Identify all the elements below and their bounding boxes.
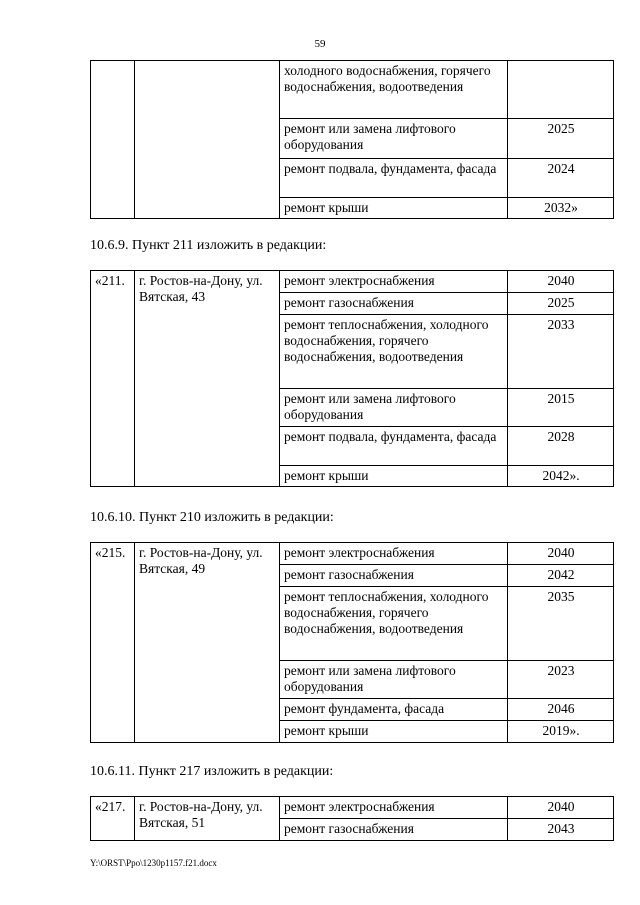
table-row (91, 797, 614, 819)
work-cell: ремонт газоснабжения (280, 565, 508, 587)
year-cell: 2046 (508, 699, 614, 721)
work-cell: ремонт электроснабжения (280, 271, 508, 293)
year-cell: 2023 (508, 661, 614, 699)
work-cell: ремонт теплоснабжения, холодного водоснабжения, горячего водоснабжения, водоотведения (280, 587, 508, 661)
year-cell: 2043 (508, 819, 614, 841)
number-cell: «215. (91, 543, 135, 743)
work-cell: ремонт теплоснабжения, холодного водоснабжения, горячего водоснабжения, водоотведения (280, 315, 508, 389)
table-row (91, 271, 614, 293)
work-cell: холодного водоснабжения, горячего водоснабжения, водоотведения (280, 61, 508, 119)
file-path-footer: Y:\ORST\Ppo\1230p1157.f21.docx (90, 858, 217, 868)
work-cell: ремонт крыши (280, 198, 508, 219)
work-cell: ремонт электроснабжения (280, 797, 508, 819)
year-cell: 2042 (508, 565, 614, 587)
work-cell: ремонт крыши (280, 466, 508, 487)
year-cell: 2015 (508, 389, 614, 427)
year-cell: 2040 (508, 797, 614, 819)
work-cell: ремонт электроснабжения (280, 543, 508, 565)
amendment-paragraph: 10.6.9. Пункт 211 изложить в редакции: (90, 238, 327, 253)
table-row (91, 61, 614, 119)
work-cell: ремонт подвала, фундамента, фасада (280, 427, 508, 466)
year-cell (508, 61, 614, 119)
year-cell: 2033 (508, 315, 614, 389)
number-cell (91, 61, 135, 219)
page-number: 59 (314, 38, 326, 50)
work-cell: ремонт или замена лифтового оборудования (280, 661, 508, 699)
repair-table-215 (90, 542, 614, 743)
number-cell: «217. (91, 797, 135, 841)
work-cell: ремонт газоснабжения (280, 819, 508, 841)
work-cell: ремонт газоснабжения (280, 293, 508, 315)
year-cell: 2024 (508, 159, 614, 198)
work-cell: ремонт или замена лифтового оборудования (280, 389, 508, 427)
work-cell: ремонт подвала, фундамента, фасада (280, 159, 508, 198)
table-row (91, 543, 614, 565)
year-cell: 2028 (508, 427, 614, 466)
amendment-paragraph: 10.6.11. Пункт 217 изложить в редакции: (90, 764, 334, 779)
number-cell: «211. (91, 271, 135, 487)
year-cell: 2040 (508, 271, 614, 293)
address-cell: г. Ростов-на-Дону, ул. Вятская, 49 (135, 543, 280, 743)
repair-table-211 (90, 270, 614, 487)
year-cell: 2025 (508, 293, 614, 315)
address-cell: г. Ростов-на-Дону, ул. Вятская, 51 (135, 797, 280, 841)
work-cell: ремонт или замена лифтового оборудования (280, 119, 508, 159)
year-cell: 2035 (508, 587, 614, 661)
year-cell: 2032» (508, 198, 614, 219)
year-cell: 2019». (508, 721, 614, 743)
repair-table-217 (90, 796, 614, 841)
work-cell: ремонт крыши (280, 721, 508, 743)
year-cell: 2025 (508, 119, 614, 159)
repair-table-continued (90, 60, 614, 219)
year-cell: 2040 (508, 543, 614, 565)
amendment-paragraph: 10.6.10. Пункт 210 изложить в редакции: (90, 510, 334, 525)
year-cell: 2042». (508, 466, 614, 487)
work-cell: ремонт фундамента, фасада (280, 699, 508, 721)
address-cell: г. Ростов-на-Дону, ул. Вятская, 43 (135, 271, 280, 487)
address-cell (135, 61, 280, 219)
